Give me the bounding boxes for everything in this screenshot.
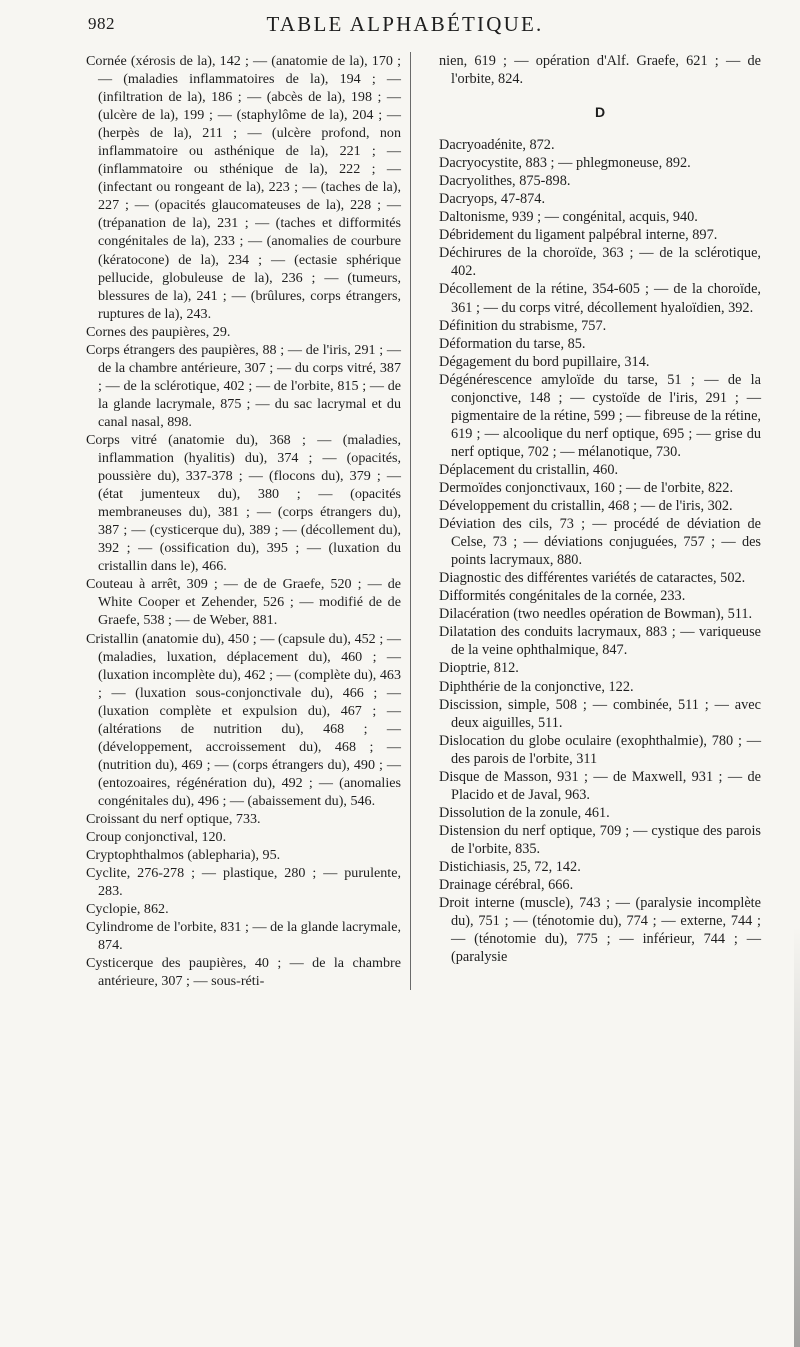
index-entry: Cyclite, 276-278 ; — plastique, 280 ; — purulente, 283. <box>86 865 401 900</box>
index-entry: Dislocation du globe oculaire (exophthalmie), 780 ; — des parois de l'orbite, 311 <box>439 732 761 767</box>
index-entry: Débridement du ligament palpébral interne, 897. <box>439 227 718 244</box>
index-entry: Corps vitré (anatomie du), 368 ; — (maladies, inflammation (hyalitis) du), 374 ; — (opacités, poussière du), 337-378 ; — (flocons du), 379 ; — (état jumenteux du), 380 ; — (opacités membraneuses du), 381 ; — (corps étrangers du), 387 ; — (cysticerque du), 389 ; — (décollement du), 392 ; — (ossification du), 395 ; — (luxation du cristallin dans le), 466. <box>86 431 401 575</box>
index-entry: Croissant du nerf optique, 733. <box>86 810 261 827</box>
index-entry: Cornée (xérosis de la), 142 ; — (anatomie de la), 170 ; — (maladies inflammatoires de la), 194 ; — (infiltration de la), 186 ; — (abcès de la), 198 ; — (ulcère de la), 199 ; — (staphylôme de la), 204 ; — (herpès de la), 211 ; — (ulcère profond, non inflammatoire ou asthénique de la), 221 ; — (inflammatoire ou sthénique de la), 222 ; — (infectant ou rongeant de la), 223 ; — (taches de la), 227 ; — (opacités glaucomateuses de la), 228 ; — (trépanation de la), 231 ; — (taches et difformités congénitales de la), 233 ; — (anomalies de courbure (kératocone) de la), 234 ; — (ectasie sphérique pellucide, globuleuse de la), 236 ; — (tumeurs, blessures de la), 241 ; — (brûlures, corps étrangers, ruptures de la), 243. <box>86 53 401 322</box>
index-entry: Déformation du tarse, 85. <box>439 335 586 352</box>
index-entry-continued: nien, 619 ; — opération d'Alf. Graefe, 621 ; — de l'orbite, 824. <box>439 53 761 88</box>
index-entry: Croup conjonctival, 120. <box>86 829 227 846</box>
index-entry: Disque de Masson, 931 ; — de Maxwell, 931 ; — de Placido et de Javal, 963. <box>439 768 761 803</box>
index-entry: Discission, simple, 508 ; — combinée, 511 ; — avec deux aiguilles, 511. <box>439 696 761 731</box>
index-entry: Cristallin (anatomie du), 450 ; — (capsule du), 452 ; — (maladies, luxation, déplacement du), 460 ; — (luxation incomplète du), 462 ; — (complète du), 463 ; — (luxation sous-conjonctivale du), 466 ; — (luxation complète et expulsion du), 467 ; — (altérations de nutrition du), 468 ; — (développement, accroissement du), 468 ; — (nutrition du), 469 ; — (corps étrangers du), 490 ; — (entozoaires, régénération du), 492 ; — (anomalies congénitales du), 496 ; — (abaissement du), 546. <box>86 630 401 809</box>
index-entry: Dacryops, 47-874. <box>439 191 546 208</box>
index-entry: Distichiasis, 25, 72, 142. <box>439 858 581 875</box>
index-entry: Difformités congénitales de la cornée, 233. <box>439 588 686 605</box>
index-entry: Corps étrangers des paupières, 88 ; — de l'iris, 291 ; — de la chambre antérieure, 307 ; — du corps vitré, 387 ; — de la sclérotique, 402 ; — de l'orbite, 815 ; — de la glande lacrymale, 875 ; — du sac lacrymal et du canal nasal, 898. <box>86 341 401 430</box>
index-entry: Dégénérescence amyloïde du tarse, 51 ; — de la conjonctive, 148 ; — cystoïde de l'iris, 291 ; — pigmentaire de la rétine, 599 ; — fibreuse de la rétine, 619 ; — alcoolique du nerf optique, 695 ; — grise du nerf optique, 702 ; — mélanotique, 730. <box>439 371 761 460</box>
index-entry: Diagnostic des différentes variétés de cataractes, 502. <box>439 570 746 587</box>
index-entry: Déchirures de la choroïde, 363 ; — de la sclérotique, 402. <box>439 245 761 280</box>
index-entry: Développement du cristallin, 468 ; — de l'iris, 302. <box>439 498 733 515</box>
left-column <box>86 52 411 990</box>
running-title: TABLE ALPHABÉTIQUE. <box>266 12 544 36</box>
index-entry: Dermoïdes conjonctivaux, 160 ; — de l'orbite, 822. <box>439 479 734 496</box>
index-entry: Dacryocystite, 883 ; — phlegmoneuse, 892. <box>439 155 691 172</box>
index-entry: Distension du nerf optique, 709 ; — cystique des parois de l'orbite, 835. <box>439 822 761 857</box>
index-entry: Diphthérie de la conjonctive, 122. <box>439 678 634 695</box>
index-entry: Cysticerque des paupières, 40 ; — de la chambre antérieure, 307 ; — sous-réti- <box>86 955 401 990</box>
index-entry: Déviation des cils, 73 ; — procédé de déviation de Celse, 73 ; — déviations conjuguées, 757 ; — des points lacrymaux, 880. <box>439 516 761 569</box>
index-entry: Couteau à arrêt, 309 ; — de de Graefe, 520 ; — de White Cooper et Zehender, 526 ; — modifié de de Graefe, 538 ; — de Weber, 881. <box>86 576 401 629</box>
index-entry: Dissolution de la zonule, 461. <box>439 804 610 821</box>
right-column <box>439 52 761 990</box>
index-entry: Cylindrome de l'orbite, 831 ; — de la glande lacrymale, 874. <box>86 919 401 954</box>
index-entry: Dioptrie, 812. <box>439 660 519 677</box>
index-entry: Dacryolithes, 875-898. <box>439 173 571 190</box>
index-entry: Cornes des paupières, 29. <box>86 323 231 340</box>
index-entry: Définition du strabisme, 757. <box>439 317 607 334</box>
index-entry: Daltonisme, 939 ; — congénital, acquis, 940. <box>439 209 698 226</box>
page-header <box>0 4 800 40</box>
index-entry: Cyclopie, 862. <box>86 901 169 918</box>
index-entry: Dégagement du bord pupillaire, 314. <box>439 353 650 370</box>
index-entry: Déplacement du cristallin, 460. <box>439 461 619 478</box>
index-entry: Drainage cérébral, 666. <box>439 877 574 894</box>
index-entry: Cryptophthalmos (ablepharia), 95. <box>86 847 281 864</box>
index-columns <box>86 52 762 990</box>
index-entry: Droit interne (muscle), 743 ; — (paralysie incomplète du), 751 ; — (ténotomie du), 774 ; — externe, 744 ; — (ténotomie du), 775 ; — inférieur, 744 ; — (paralysie <box>439 895 761 966</box>
index-entry: Dilacération (two needles opération de Bowman), 511. <box>439 606 753 623</box>
page-edge-shadow <box>794 927 800 1347</box>
index-entry: Dacryoadénite, 872. <box>439 137 555 154</box>
index-entry: Décollement de la rétine, 354-605 ; — de la choroïde, 361 ; — du corps vitré, décollement hyaloïdien, 392. <box>439 281 761 316</box>
page-number: 982 <box>88 14 115 33</box>
section-letter-heading: D <box>594 104 606 121</box>
index-entry: Dilatation des conduits lacrymaux, 883 ; — variqueuse de la veine ophthalmique, 847. <box>439 624 761 659</box>
